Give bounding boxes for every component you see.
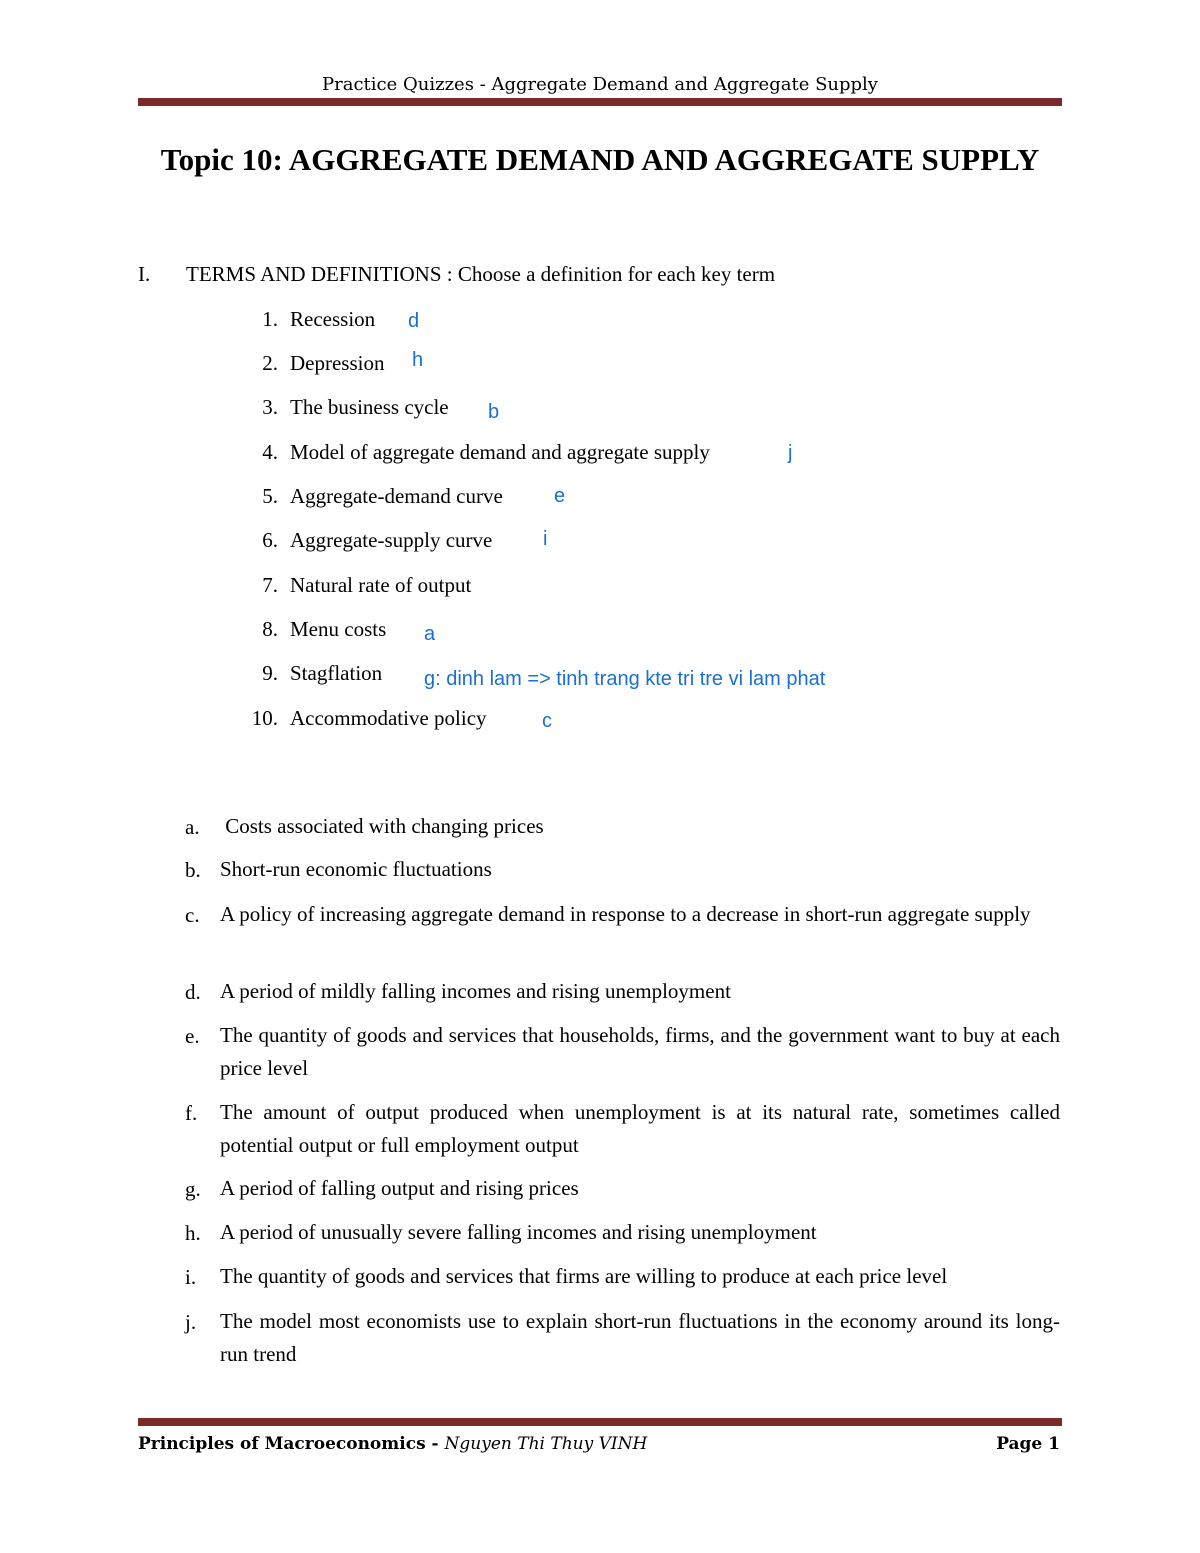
term-label: Natural rate of output [290,573,472,597]
handwritten-answer: h [412,349,424,371]
section-numeral: I. [138,262,151,286]
definition-letter: i. [185,1265,197,1289]
handwritten-answer: d [408,310,420,332]
definition-text: The quantity of goods and services that households, firms, and the government want to buy at each price level [220,1023,1060,1080]
term-label: Aggregate-demand curve [290,484,503,508]
term-label: Stagflation [290,661,383,685]
term-number: 8. [262,617,278,641]
definition-letter: d. [185,980,201,1004]
definition-text: A period of unusually severe falling incomes and rising unemployment [220,1220,817,1244]
term-number: 2. [262,351,278,375]
definition-text: The model most economists use to explain short-run fluctuations in the economy around its long-run trend [220,1309,1060,1366]
definition-letter: f. [185,1101,198,1125]
handwritten-answer: j [788,442,793,464]
handwritten-answer: a [424,623,436,645]
topic-title: Topic 10: AGGREGATE DEMAND AND AGGREGATE SUPPLY [160,142,1040,177]
definition-letter: j. [185,1310,197,1334]
footer-page-number: Page 1 [996,1434,1060,1454]
term-number: 5. [262,484,278,508]
definition-letter: g. [185,1177,201,1201]
term-label: Aggregate-supply curve [290,528,493,552]
definition-letter: h. [185,1221,201,1245]
term-label: The business cycle [290,395,449,419]
footer-author: Nguyen Thi Thuy VINH [444,1434,648,1454]
handwritten-answer: g: dinh lam => tinh trang kte tri tre vi lam phat [424,668,826,690]
definition-text: A policy of increasing aggregate demand in response to a decrease in short-run aggregate supply [220,902,1031,926]
definition-letter: c. [185,903,200,927]
term-label: Accommodative policy [290,706,487,730]
definition-letter: e. [185,1024,200,1048]
term-number: 3. [262,395,278,419]
term-number: 1. [262,307,278,331]
term-label: Depression [290,351,385,375]
term-number: 10. [251,706,278,730]
term-label: Recession [290,307,376,331]
term-label: Menu costs [290,617,387,641]
header-rule [138,98,1062,106]
handwritten-answer: e [554,485,566,507]
handwritten-answer: i [543,528,548,550]
definition-letter: a. [185,815,200,839]
definition-text: Short-run economic fluctuations [220,857,492,881]
term-number: 7. [262,573,278,597]
term-label: Model of aggregate demand and aggregate supply [290,440,710,464]
handwritten-answer: c [542,710,552,732]
definition-text: Costs associated with changing prices [220,814,544,838]
term-number: 6. [262,528,278,552]
definition-text: A period of falling output and rising prices [220,1176,579,1200]
term-number: 4. [262,440,278,464]
section-heading: TERMS AND DEFINITIONS : Choose a definition for each key term [186,262,776,286]
footer-rule [138,1418,1062,1426]
handwritten-answer: b [488,401,500,423]
page-header-title: Practice Quizzes - Aggregate Demand and Aggregate Supply [322,74,878,95]
definition-text: A period of mildly falling incomes and rising unemployment [220,979,731,1003]
definition-text: The quantity of goods and services that firms are willing to produce at each price level [220,1264,948,1288]
footer-course [138,1434,647,1454]
footer-course-name: Principles of Macroeconomics - [138,1434,445,1454]
definition-text: The amount of output produced when unemployment is at its natural rate, sometimes called potential output or full employment output [220,1100,1060,1157]
term-number: 9. [262,661,278,685]
definition-letter: b. [185,858,201,882]
